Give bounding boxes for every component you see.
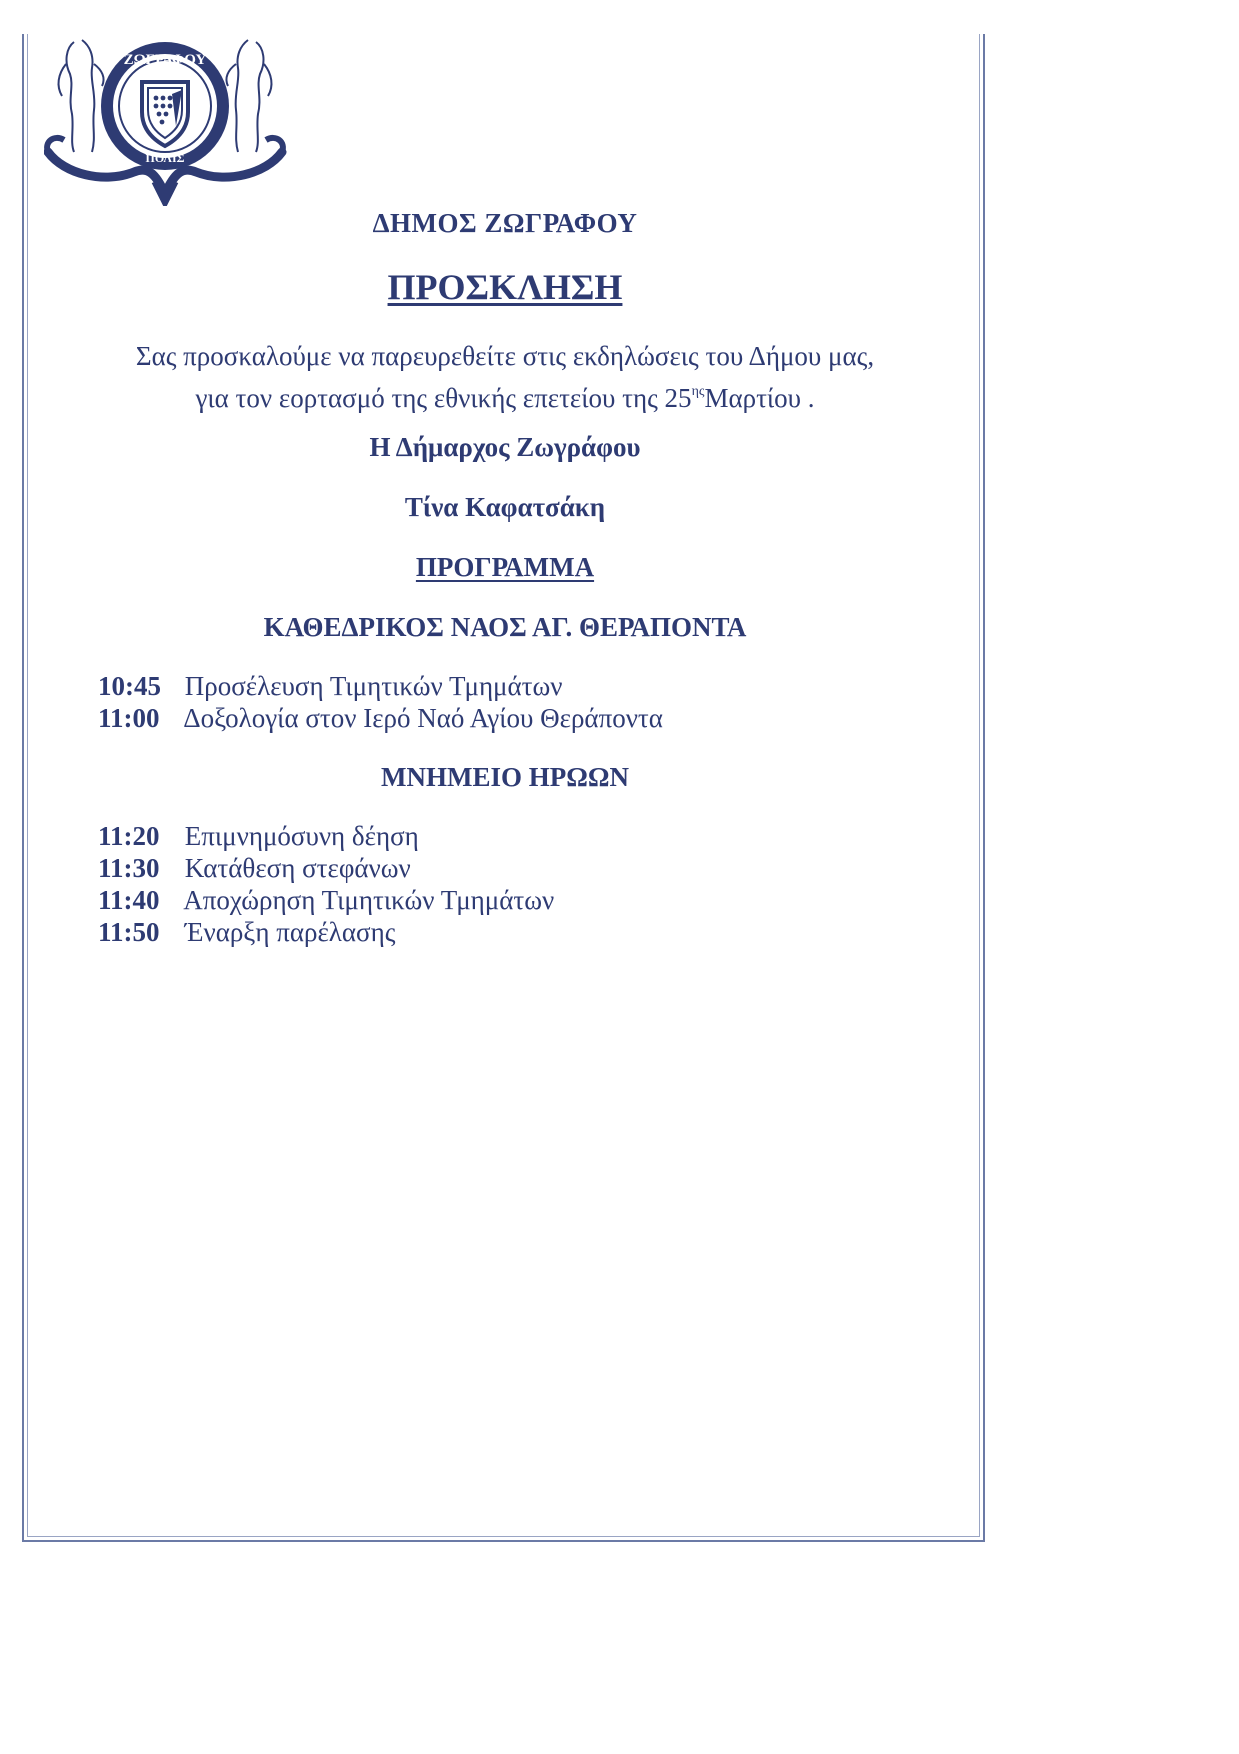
- schedule-monument: [98, 820, 554, 948]
- invitation-title: ΠΡΟΣΚΛΗΣΗ: [387, 267, 623, 307]
- schedule-text: Δοξολογία στον Ιερό Ναό Αγίου Θεράποντα: [183, 703, 663, 733]
- schedule-text: Έναρξη παρέλασης: [184, 917, 396, 947]
- invitation-line-2: [30, 374, 980, 416]
- svg-text:ΖΩΓΡΑΦΟΥ: ΖΩΓΡΑΦΟΥ: [123, 52, 207, 68]
- mayor-name: Τίνα Καφατσάκη: [404, 492, 606, 522]
- section-heading-cathedral: ΚΑΘΕΔΡΙΚΟΣ ΝΑΟΣ ΑΓ. ΘΕΡΑΠΟΝΤΑ: [263, 612, 747, 642]
- svg-text:ΠΟΛΙΣ: ΠΟΛΙΣ: [145, 151, 185, 165]
- municipality-name: ΔΗΜΟΣ ΖΩΓΡΑΦΟΥ: [372, 208, 638, 238]
- schedule-time: 10:45: [98, 671, 161, 701]
- invitation-line-2-end: Μαρτίου .: [704, 383, 815, 413]
- ordinal-suffix: ης: [691, 384, 705, 399]
- schedule-row: [98, 884, 554, 916]
- schedule-time: 11:40: [98, 885, 160, 915]
- section-heading-monument: ΜΝΗΜΕΙΟ ΗΡΩΩΝ: [381, 762, 629, 792]
- invitation-line-2-text: για τον εορτασμό της εθνικής επετείου της 25: [195, 383, 692, 413]
- schedule-text: Κατάθεση στεφάνων: [184, 853, 411, 883]
- schedule-row: [98, 670, 663, 702]
- schedule-time: 11:20: [98, 821, 160, 851]
- invitation-text: [30, 338, 980, 416]
- schedule-time: 11:50: [98, 917, 160, 947]
- schedule-text: Προσέλευση Τιμητικών Τμημάτων: [184, 671, 563, 701]
- municipality-logo: [44, 34, 294, 206]
- schedule-time: 11:00: [98, 703, 160, 733]
- schedule-row: [98, 702, 663, 734]
- schedule-text: Αποχώρηση Τιμητικών Τμημάτων: [183, 885, 555, 915]
- schedule-row: [98, 852, 554, 884]
- schedule-time: 11:30: [98, 853, 160, 883]
- mayor-title: Η Δήμαρχος Ζωγράφου: [369, 432, 641, 462]
- schedule-row: [98, 916, 554, 948]
- schedule-row: [98, 820, 554, 852]
- schedule-cathedral: [98, 670, 663, 734]
- schedule-text: Επιμνημόσυνη δέηση: [184, 821, 419, 851]
- program-title: ΠΡΟΓΡΑΜΜΑ: [415, 552, 595, 582]
- invitation-line-1: Σας προσκαλούμε να παρευρεθείτε στις εκδηλώσεις του Δήμου μας,: [135, 341, 875, 371]
